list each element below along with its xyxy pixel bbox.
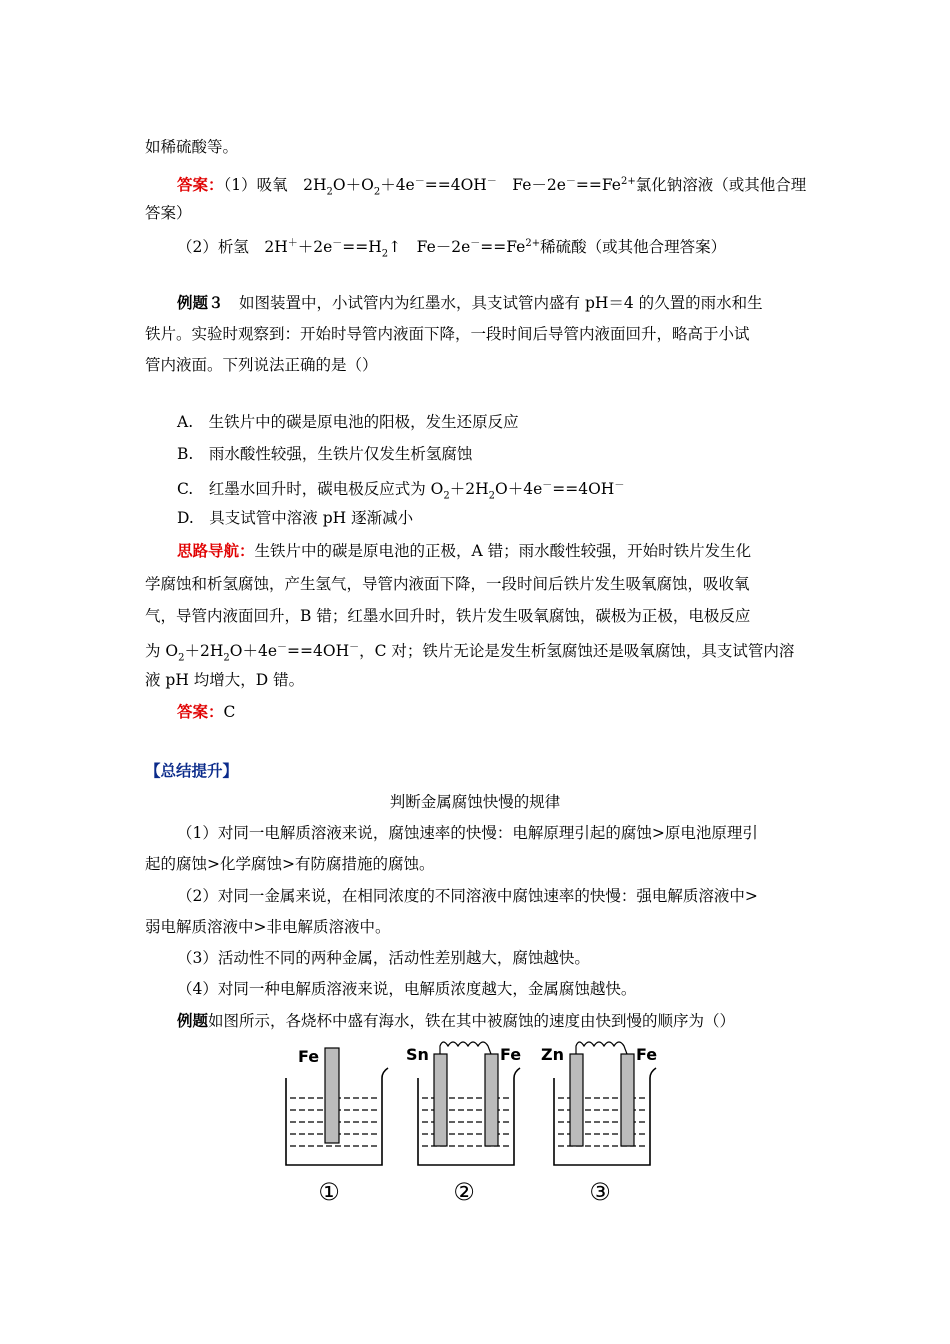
zn-electrode [570,1054,583,1146]
answer-3: 答案：C [177,703,236,721]
guide-label: 思路导航： [177,542,255,560]
wire [440,1042,491,1054]
fe-electrode [325,1048,339,1143]
option-c: C. 红墨水回升时，碳电极反应式为 $O_2+2H_2O+4e^-==4OH^-$ [177,480,625,502]
guide-line2: 学腐蚀和析氢腐蚀，产生氢气，导管内液面下降，一段时间后铁片发生吸氧腐蚀，吸收氧 [145,575,750,593]
guide-line1: 思路导航：生铁片中的碳是原电池的正极，A 错；雨水酸性较强，开始时铁片发生化 [177,542,752,560]
beaker2-left-label: Sn [406,1045,429,1064]
answer-2: （2）析氢 $2H^++2e^-==H_2↑$ $Fe-2e^-==Fe^{2+}$稀硫酸（或其他合理答案） [177,238,727,260]
fe-electrode [621,1054,634,1146]
beaker3-right-label: Fe [636,1045,658,1064]
beaker2-right-label: Fe [500,1045,522,1064]
rule-2-line2: 弱电解质溶液中>非电解质溶液中。 [145,918,391,936]
beaker2-number: ② [453,1178,475,1206]
example4-line: 例题如图所示，各烧杯中盛有海水，铁在其中被腐蚀的速度由快到慢的顺序为（） [177,1012,736,1030]
beaker1-metal-label: Fe [298,1047,320,1066]
guide-line5: 液 pH 均增大，D 错。 [145,671,305,689]
rule-3: （3）活动性不同的两种金属，活动性差别越大，腐蚀越快。 [177,949,590,967]
example3-line3: 管内液面。下列说法正确的是（） [145,356,378,374]
option-a: A. 生铁片中的碳是原电池的阳极，发生还原反应 [177,413,519,431]
rule-4: （4）对同一种电解质溶液来说，电解质浓度越大，金属腐蚀越快。 [177,980,637,998]
guide-line3: 气，导管内液面回升，B 错；红墨水回升时，铁片发生吸氧腐蚀，碳极为正极，电极反应 [145,607,751,625]
example3-label: 例题３ [177,294,224,312]
beaker3-number: ③ [589,1178,611,1206]
option-b: B. 雨水酸性较强，生铁片仅发生析氢腐蚀 [177,445,473,463]
rule-1-line1: （1）对同一电解质溶液来说，腐蚀速率的快慢：电解原理引起的腐蚀>原电池原理引 [177,824,758,842]
intro-text: 如稀硫酸等。 [145,138,239,156]
summary-heading: 【总结提升】 [145,762,239,780]
beaker3-left-label: Zn [541,1045,564,1064]
answer-1-cont: 答案） [145,204,192,222]
example3-line1: 例题３ 如图装置中，小试管内为红墨水，具支试管内盛有 pH＝4 的久置的雨水和生 [177,294,763,312]
option-d: D. 具支试管中溶液 pH 逐渐减小 [177,509,414,527]
fe-electrode [485,1054,498,1146]
answer-label: 答案： [177,176,224,195]
beaker1-number: ① [318,1178,340,1206]
summary-title: 判断金属腐蚀快慢的规律 [389,793,561,811]
rule-2-line1: （2）对同一金属来说，在相同浓度的不同溶液中腐蚀速率的快慢：强电解质溶液中> [177,887,758,905]
wire [576,1042,627,1054]
sn-electrode [434,1054,447,1146]
example3-line2: 铁片。实验时观察到：开始时导管内液面下降，一段时间后导管内液面回升，略高于小试 [145,325,750,343]
example4-label: 例题 [177,1012,209,1030]
rule-1-line2: 起的腐蚀>化学腐蚀>有防腐措施的腐蚀。 [145,855,435,873]
answer-1: 答案：（1）吸氧 $2H_2O+O_2+4e^-==4OH^-$ $Fe-2e^-==Fe^{2+}$氯化钠溶液（或其他合理 [177,176,807,198]
guide-line4: 为 $O_2+2H_2O+4e^-==4OH^-$，C 对；铁片无论是发生析氢腐蚀还是吸氧腐蚀，具支试管内溶 [145,642,795,664]
beaker-figure [278,1040,678,1210]
